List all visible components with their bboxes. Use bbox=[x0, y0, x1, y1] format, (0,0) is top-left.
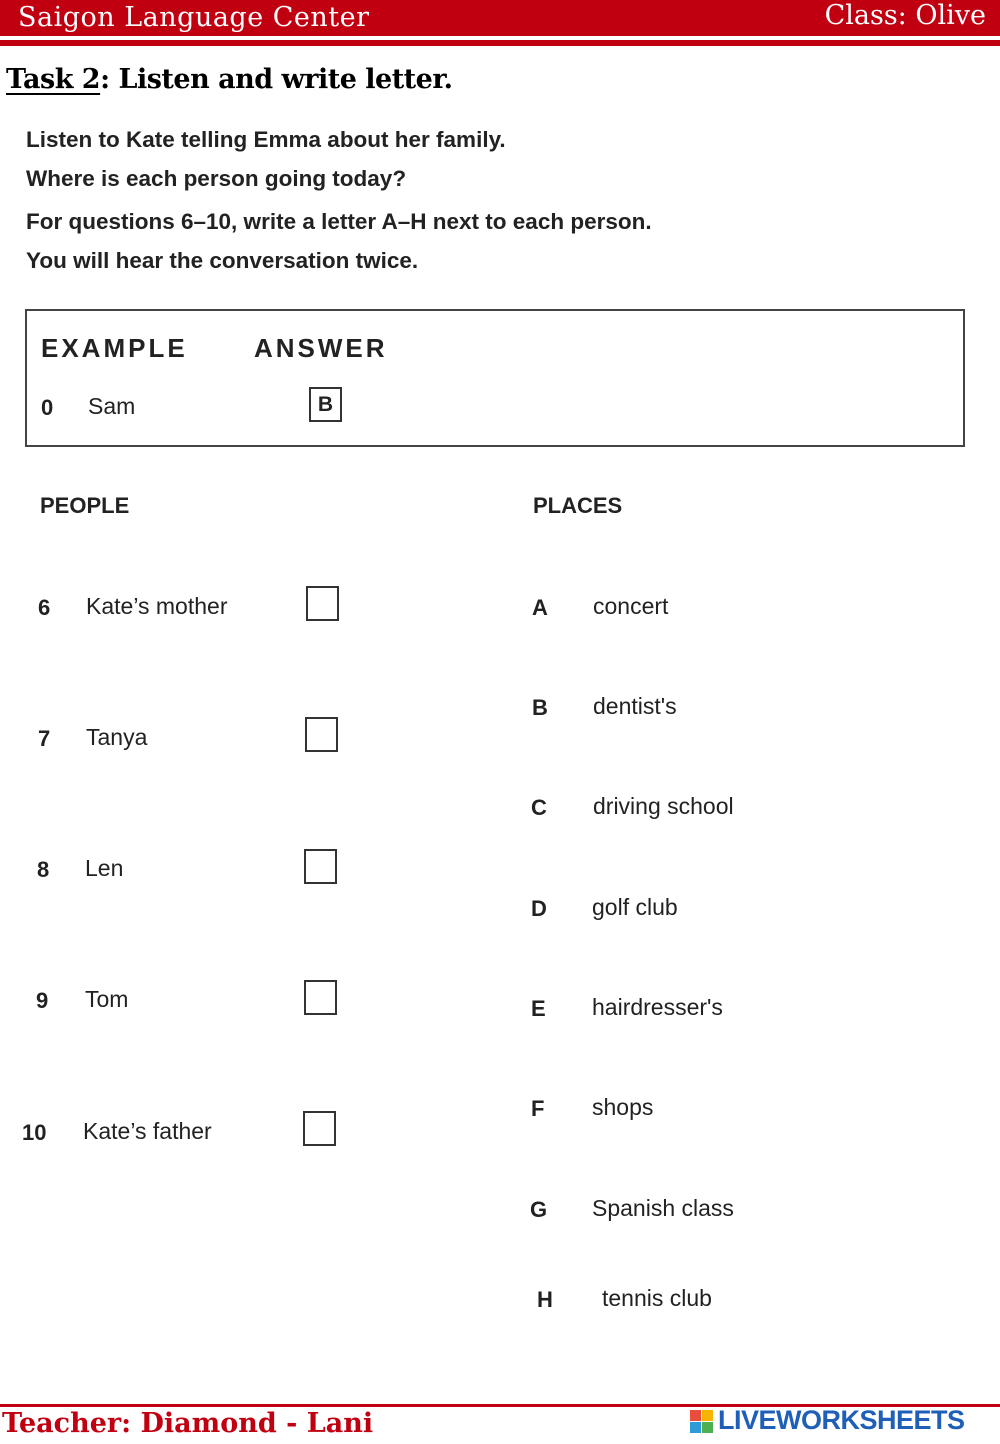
question-number-10: 10 bbox=[22, 1120, 47, 1145]
place-letter-c: C bbox=[531, 795, 547, 820]
instruction-line-3: For questions 6–10, write a letter A–H next to each person. bbox=[26, 209, 652, 234]
place-name-h: tennis club bbox=[602, 1285, 712, 1311]
instruction-line-4: You will hear the conversation twice. bbox=[26, 248, 419, 273]
example-heading: EXAMPLE bbox=[41, 333, 188, 363]
place-name-c: driving school bbox=[593, 793, 734, 819]
place-letter-h: H bbox=[537, 1287, 553, 1312]
place-letter-a: A bbox=[532, 595, 548, 620]
answer-box-8[interactable] bbox=[304, 849, 337, 884]
place-letter-b: B bbox=[532, 695, 548, 720]
example-name: Sam bbox=[88, 393, 136, 419]
person-name-10: Kate’s father bbox=[83, 1118, 212, 1144]
class-name: Class: Olive bbox=[824, 0, 986, 31]
person-name-7: Tanya bbox=[86, 724, 148, 750]
place-name-f: shops bbox=[592, 1094, 654, 1120]
question-number-8: 8 bbox=[37, 857, 50, 882]
liveworksheets-wordmark: LIVEWORKSHEETS bbox=[718, 1405, 965, 1435]
person-name-8: Len bbox=[85, 855, 124, 881]
place-name-a: concert bbox=[593, 593, 669, 619]
place-name-d: golf club bbox=[592, 894, 678, 920]
header-divider bbox=[0, 40, 1000, 46]
place-letter-f: F bbox=[531, 1096, 545, 1121]
liveworksheets-logo[interactable] bbox=[690, 1407, 990, 1437]
places-heading: PLACES bbox=[533, 493, 623, 518]
place-letter-d: D bbox=[531, 896, 547, 921]
example-number: 0 bbox=[41, 395, 54, 420]
answer-box-6[interactable] bbox=[306, 586, 339, 621]
place-letter-e: E bbox=[531, 996, 546, 1021]
question-number-7: 7 bbox=[38, 726, 51, 751]
place-name-b: dentist's bbox=[593, 693, 677, 719]
answer-box-9[interactable] bbox=[304, 980, 337, 1015]
place-name-e: hairdresser's bbox=[592, 994, 723, 1020]
place-name-g: Spanish class bbox=[592, 1195, 734, 1221]
center-name: Saigon Language Center bbox=[18, 2, 370, 33]
answer-box-7[interactable] bbox=[305, 717, 338, 752]
person-name-9: Tom bbox=[85, 986, 129, 1012]
example-answer-box: B bbox=[309, 387, 342, 422]
question-number-6: 6 bbox=[38, 595, 51, 620]
answer-heading: ANSWER bbox=[254, 333, 388, 363]
liveworksheets-icon bbox=[690, 1410, 714, 1434]
instruction-line-2: Where is each person going today? bbox=[26, 166, 407, 191]
task-title bbox=[6, 64, 452, 95]
answer-box-10[interactable] bbox=[303, 1111, 336, 1146]
task-number: Task 2 bbox=[6, 64, 101, 95]
instruction-line-1: Listen to Kate telling Emma about her family. bbox=[26, 127, 506, 152]
place-letter-g: G bbox=[530, 1197, 548, 1222]
people-heading: PEOPLE bbox=[40, 493, 130, 518]
header-bar bbox=[0, 0, 1000, 36]
person-name-6: Kate’s mother bbox=[86, 593, 228, 619]
teacher-name: Teacher: Diamond - Lani bbox=[2, 1408, 374, 1439]
task-title-text: : Listen and write letter. bbox=[100, 64, 453, 95]
example-box bbox=[25, 309, 965, 447]
question-number-9: 9 bbox=[36, 988, 49, 1013]
